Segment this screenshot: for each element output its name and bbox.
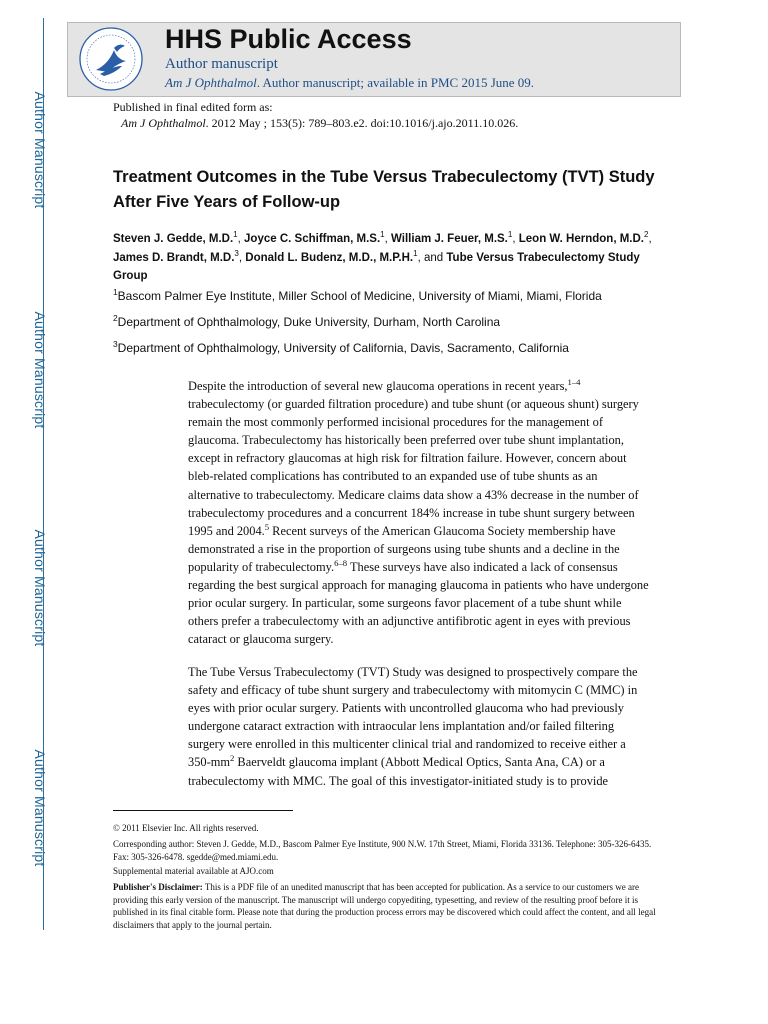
article-title: Treatment Outcomes in the Tube Versus Trabeculectomy (TVT) Study After Five Years of Follow-up	[113, 168, 655, 211]
side-label-author-manuscript: Author Manuscript	[32, 91, 48, 209]
hhs-public-access-title: HHS Public Access	[165, 24, 412, 54]
body-paragraph: The Tube Versus Trabeculectomy (TVT) Study was designed to prospectively compare the safety and efficacy of tube shunt surgery and trabeculectomy with mitomycin C (MMC) in eyes with prior ocular surgery. Patients with uncontrolled glaucoma who had previously undergone cataract extraction with intraocular lens implantation and/or failed filtering surgery were enrolled in this multicenter clinical trial and randomized to receive either a $350-mm^2$ Baerveldt glaucoma implant (Abbott Medical Optics, Santa Ana, CA) or a trabeculectomy with MMC. The goal of this investigator-initiated study is to provide	[188, 665, 638, 788]
author-list: Steven J. Gedde, M.D.$^1$, Joyce C. Schiffman, M.S.$^1$, William J. Feuer, M.S.$^1$, Leon W. Herndon, M.D.$^2$, James D. Brandt, M.D.$^3$, Donald L. Budenz, M.D., M.P.H.$^1$, and Tube Versus Trabeculectomy Study Group	[113, 230, 652, 282]
copyright-footnote: © 2011 Elsevier Inc. All rights reserved.	[113, 823, 259, 833]
publisher-disclaimer: Publisher's Disclaimer: This is a PDF file of an unedited manuscript that has been accepted for publication. As a service to our customers we are providing this early version of the manuscript. The manuscript will undergo copyediting, typesetting, and review of the resulting proof before it is published in its final citable form. Please note that during the production process errors may be discovered which could affect the content, and all legal disclaimers that apply to the journal pertain.	[113, 882, 656, 930]
supplemental-footnote: Supplemental material available at AJO.com	[113, 866, 274, 876]
publication-citation: Am J Ophthalmol. 2012 May ; 153(5): 789–803.e2. doi:10.1016/j.ajo.2011.10.026.	[121, 116, 519, 130]
body-paragraph: Despite the introduction of several new glaucoma operations in recent years,$^{1-4}$ trabeculectomy (or guarded filtration procedure) and tube shunt (or aqueous shunt) surgery remain the most commonly performed incisional procedures for the management of glaucoma. Trabeculectomy has historically been preferred over tube shunt implantation, except in refractory glaucomas at high risk for filtration failure. However, concern about bleb-related complications has contributed to an expanded use of tube shunts as an alternative to trabeculectomy. Medicare claims data show a 43% decrease in the number of trabeculectomy procedures and a concurrent 184% increase in tube shunt surgery between 1995 and 2004.$^5$ Recent surveys of the American Glaucoma Society membership have demonstrated a rise in the proportion of surgeons using tube shunts and a decline in the popularity of trabeculectomy.$^{6-8}$ These surveys have also indicated a lack of consensus regarding the best surgical approach for managing glaucoma in patients who have undergone prior ocular surgery. In particular, some surgeons favor placement of a tube shunt while others prefer a trabeculectomy with an adjunctive antifibrotic agent in eyes with previous cataract or glaucoma surgery.	[188, 376, 649, 647]
side-label-author-manuscript: Author Manuscript	[32, 529, 48, 647]
side-label-author-manuscript: Author Manuscript	[32, 311, 48, 429]
affiliation: $^1$Bascom Palmer Eye Institute, Miller School of Medicine, University of Miami, Miami, Florida	[113, 287, 602, 303]
side-label-author-manuscript: Author Manuscript	[32, 749, 48, 867]
hhs-eagle-seal-icon	[78, 26, 144, 92]
journal-availability-line: Am J Ophthalmol. Author manuscript; available in PMC 2015 June 09.	[165, 75, 535, 90]
corresponding-author-footnote: Corresponding author: Steven J. Gedde, M.D., Bascom Palmer Eye Institute, 900 N.W. 17th Street, Miami, Florida 33136. Telephone: 305-326-6435. Fax: 305-326-6478. sgedde@med.miami.edu.	[113, 839, 652, 862]
author-manuscript-subtitle: Author manuscript	[165, 56, 278, 72]
affiliation: $^3$Department of Ophthalmology, University of California, Davis, Sacramento, California	[113, 339, 569, 355]
affiliation: $^2$Department of Ophthalmology, Duke University, Durham, North Carolina	[113, 313, 501, 329]
footnote-divider	[113, 810, 293, 811]
published-label: Published in final edited form as:	[113, 100, 273, 114]
